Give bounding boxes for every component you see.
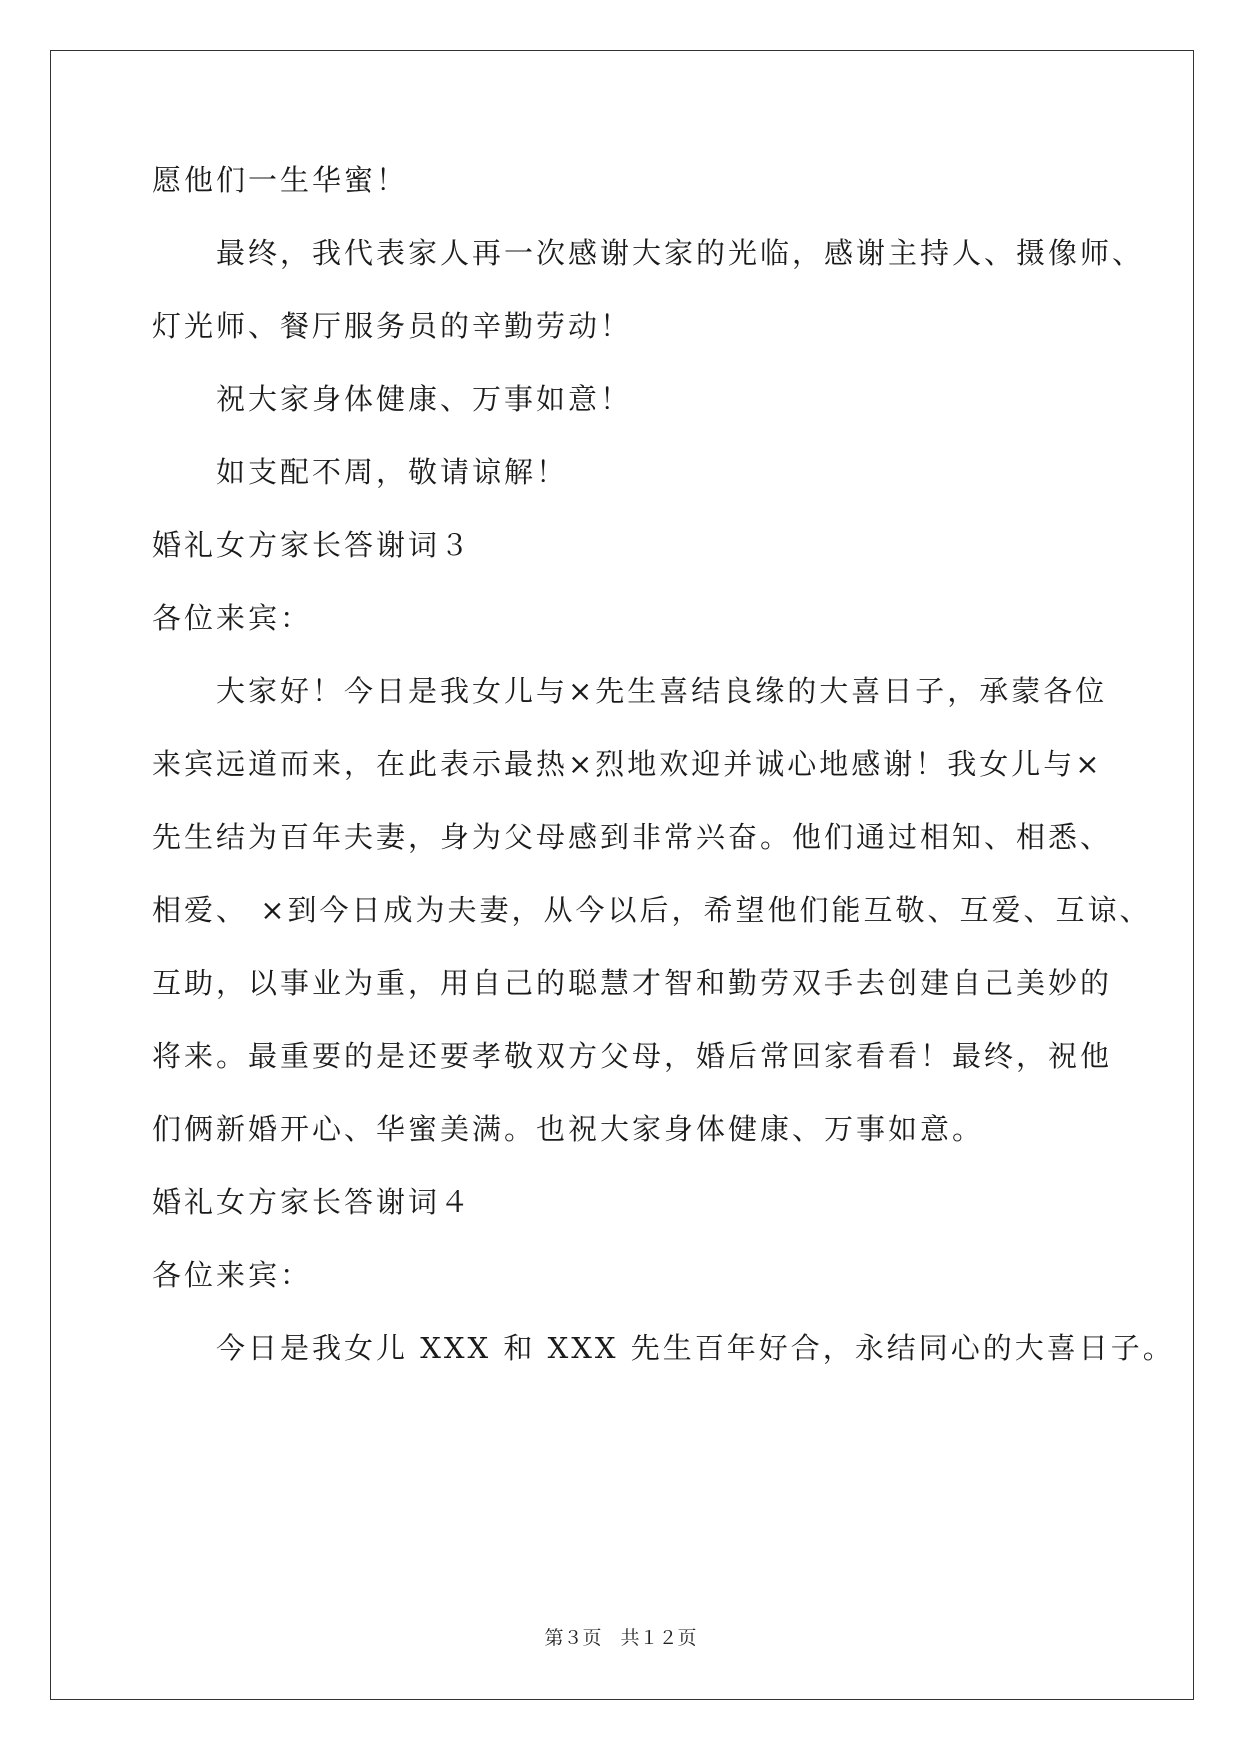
paragraph-line: 互助，以事业为重，用自己的聪慧才智和勤劳双手去创建自己美妙的 (152, 966, 1113, 1000)
paragraph-line: 相爱、 ×到今日成为夫妻，从今以后，希望他们能互敬、互爱、互谅、 (152, 893, 1152, 927)
paragraph-line: 最终，我代表家人再一次感谢大家的光临，感谢主持人、摄像师、 (216, 236, 1145, 270)
salutation: 各位来宾： (152, 1258, 313, 1292)
paragraph-line: 大家好！今日是我女儿与×先生喜结良缘的大喜日子，承蒙各位 (216, 674, 1108, 708)
paragraph-line: 将来。最重要的是还要孝敬双方父母，婚后常回家看看！最终，祝他 (152, 1039, 1113, 1073)
paragraph-line: 愿他们一生华蜜！ (152, 163, 409, 197)
salutation: 各位来宾： (152, 601, 313, 635)
paragraph-line: 灯光师、餐厅服务员的辛勤劳动！ (152, 309, 633, 343)
paragraph-line: 如支配不周，敬请谅解！ (216, 455, 569, 489)
page-number-footer: 第３页 共１２页 (544, 1627, 697, 1649)
paragraph-line: 们俩新婚开心、华蜜美满。也祝大家身体健康、万事如意。 (152, 1112, 985, 1146)
paragraph-line: 来宾远道而来，在此表示最热×烈地欢迎并诚心地感谢！我女儿与× (152, 747, 1103, 781)
paragraph-line: 祝大家身体健康、万事如意！ (216, 382, 633, 416)
paragraph-line: 今日是我女儿 XXX 和 XXX 先生百年好合，永结同心的大喜日子。 (216, 1331, 1175, 1365)
page-border (50, 50, 1194, 1700)
section-heading: 婚礼女方家长答谢词３ (152, 528, 473, 562)
section-heading: 婚礼女方家长答谢词４ (152, 1185, 473, 1219)
paragraph-line: 先生结为百年夫妻，身为父母感到非常兴奋。他们通过相知、相悉、 (152, 820, 1113, 854)
